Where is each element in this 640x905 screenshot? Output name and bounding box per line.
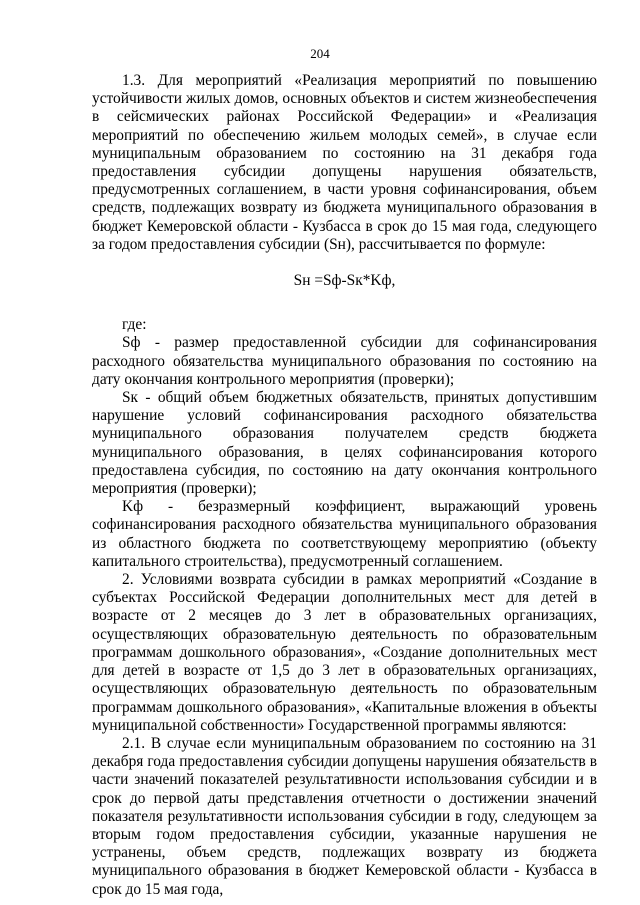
document-body (92, 72, 597, 899)
page-number: 204 (310, 46, 330, 61)
paragraph-2-1: 2.1. В случае если муниципальным образованием по состоянию на 31 декабря года предоставления субсидии допущены нарушения обязательств в части значений показателей результативности использования субсидии и в срок до первой даты представления отчетности о достижении значений показателя результативности использования субсидии в году, следующем за вторым годом предоставления субсидии, указанные нарушения не устранены, объем средств, подлежащих возврату из бюджета муниципального образования в бюджет Кемеровской области - Кузбасса в срок до 15 мая года, (92, 734, 597, 898)
formula: Sн =Sф-Sк*Kф, (293, 272, 396, 290)
definition-kf: Kф - безразмерный коэффициент, выражающий уровень софинансирования расходного обязательства муниципального образования из областного бюджета по соответствующему мероприятию (объекту капитального строительства), предусмотренный соглашением. (92, 498, 597, 570)
paragraph-1-3: 1.3. Для мероприятий «Реализация мероприятий по повышению устойчивости жилых домов, основных объектов и систем жизнеобеспечения в сейсмических районах Российской Федерации» и «Реализация мероприятий по обеспечению жильем молодых семей», в случае если муниципальным образованием по состоянию на 31 декабря года предоставления субсидии допущены нарушения обязательств, предусмотренных соглашением, в части уровня софинансирования, объем средств, подлежащих возврату из бюджета муниципального образования в бюджет Кемеровской области - Кузбасса в срок до 15 мая года, следующего за годом предоставления субсидии (Sн), рассчитывается по формуле: (92, 72, 597, 253)
paragraph-2: 2. Условиями возврата субсидии в рамках мероприятий «Создание в субъектах Российской Федерации дополнительных мест для детей в возрасте от 2 месяцев до 3 лет в образовательных организациях, осуществляющих образовательную деятельность по образовательным программам дошкольного образования», «Создание дополнительных мест для детей в возрасте от 1,5 до 3 лет в образовательных организациях, осуществляющих образовательную деятельность по образовательным программам дошкольного образования», «Капитальные вложения в объекты муниципальной собственности» Государственной программы являются: (92, 571, 597, 734)
definition-sk: Sк - общий объем бюджетных обязательств, принятых допустившим нарушение условий софинансирования расходного обязательства муниципального образования получателем средств бюджета муниципального образования, в целях софинансирования которого предоставлена субсидия, по состоянию на дату окончания контрольного мероприятия (проверки); (92, 389, 597, 498)
where-label: где: (122, 316, 147, 334)
definition-sf: Sф - размер предоставленной субсидии для софинансирования расходного обязательства муниципального образования по состоянию на дату окончания контрольного мероприятия (проверки); (92, 334, 597, 388)
